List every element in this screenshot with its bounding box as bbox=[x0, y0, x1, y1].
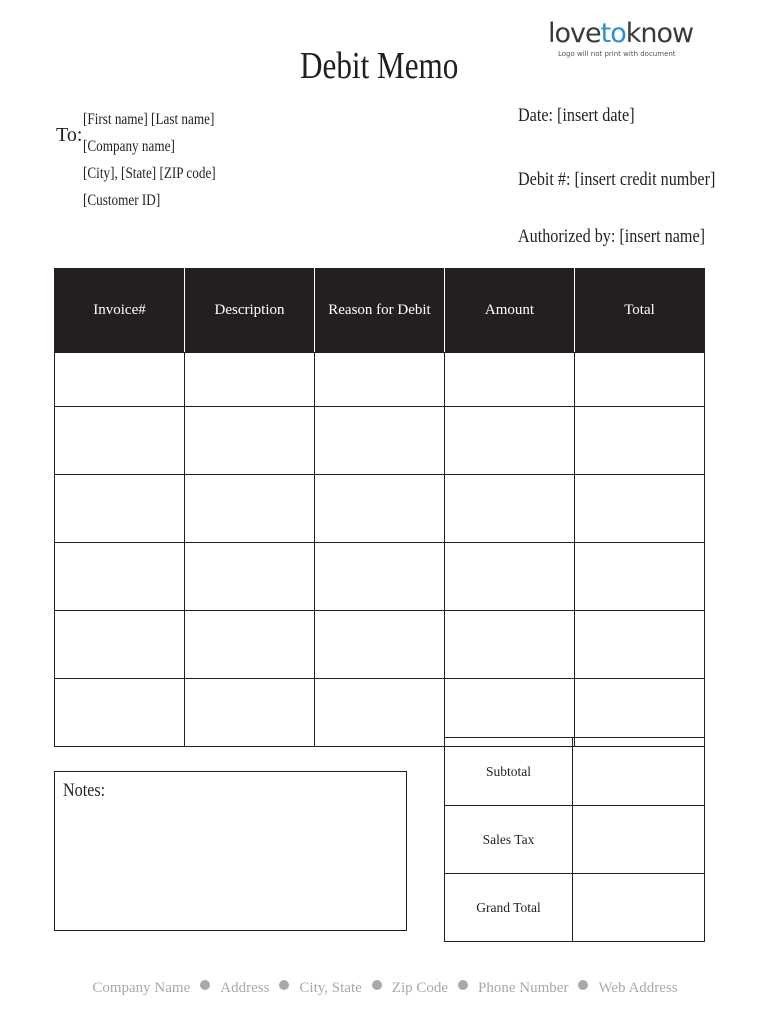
table-cell[interactable] bbox=[185, 407, 315, 475]
table-cell[interactable] bbox=[55, 611, 185, 679]
table-row bbox=[55, 353, 705, 407]
table-cell[interactable] bbox=[185, 353, 315, 407]
bullet-dot-icon bbox=[458, 980, 468, 990]
logo-tagline: Logo will not print with document bbox=[558, 50, 676, 58]
table-cell[interactable] bbox=[575, 475, 705, 543]
footer-city-state: City, State bbox=[299, 980, 362, 996]
bullet-dot-icon bbox=[578, 980, 588, 990]
bullet-dot-icon bbox=[372, 980, 382, 990]
subtotal-row bbox=[445, 738, 705, 806]
table-cell[interactable] bbox=[55, 679, 185, 747]
grand-total-value[interactable] bbox=[573, 874, 705, 942]
header-description: Description bbox=[185, 269, 315, 353]
table-cell[interactable] bbox=[55, 407, 185, 475]
notes-box[interactable] bbox=[54, 771, 407, 931]
sales-tax-label: Sales Tax bbox=[445, 806, 573, 874]
recipient-city-state-zip: [City], [State] [ZIP code] bbox=[83, 165, 216, 182]
footer-address: Address bbox=[220, 980, 270, 996]
to-label: To: bbox=[56, 124, 83, 146]
bullet-dot-icon bbox=[279, 980, 289, 990]
recipient-name: [First name] [Last name] bbox=[83, 111, 215, 128]
footer-contact bbox=[0, 980, 770, 997]
totals-table bbox=[444, 737, 705, 942]
table-cell[interactable] bbox=[55, 475, 185, 543]
authorized-by-field: Authorized by: [insert name] bbox=[518, 226, 706, 247]
table-row bbox=[55, 543, 705, 611]
debit-number-field: Debit #: [insert credit number] bbox=[518, 169, 716, 190]
table-row bbox=[55, 611, 705, 679]
table-cell[interactable] bbox=[575, 543, 705, 611]
header-amount: Amount bbox=[445, 269, 575, 353]
table-cell[interactable] bbox=[185, 543, 315, 611]
table-cell[interactable] bbox=[185, 679, 315, 747]
table-row bbox=[55, 407, 705, 475]
table-cell[interactable] bbox=[445, 475, 575, 543]
grand-total-row bbox=[445, 874, 705, 942]
table-cell[interactable] bbox=[445, 611, 575, 679]
page-title: Debit Memo bbox=[300, 45, 459, 87]
table-cell[interactable] bbox=[445, 353, 575, 407]
bullet-dot-icon bbox=[200, 980, 210, 990]
recipient-address bbox=[83, 106, 216, 214]
table-header-row bbox=[55, 269, 705, 353]
table-cell[interactable] bbox=[55, 353, 185, 407]
header-invoice: Invoice# bbox=[55, 269, 185, 353]
subtotal-value[interactable] bbox=[573, 738, 705, 806]
header-reason: Reason for Debit bbox=[315, 269, 445, 353]
table-cell[interactable] bbox=[315, 611, 445, 679]
table-cell[interactable] bbox=[185, 611, 315, 679]
header-total: Total bbox=[575, 269, 705, 353]
table-cell[interactable] bbox=[445, 543, 575, 611]
table-cell[interactable] bbox=[315, 543, 445, 611]
table-cell[interactable] bbox=[315, 407, 445, 475]
table-cell[interactable] bbox=[185, 475, 315, 543]
logo-wordmark: lovetoknow bbox=[548, 18, 694, 49]
notes-label: Notes: bbox=[63, 780, 106, 801]
recipient-customer-id: [Customer ID] bbox=[83, 192, 161, 209]
table-cell[interactable] bbox=[575, 407, 705, 475]
table-cell[interactable] bbox=[445, 407, 575, 475]
line-items-table bbox=[54, 268, 705, 747]
table-cell[interactable] bbox=[575, 611, 705, 679]
grand-total-label: Grand Total bbox=[445, 874, 573, 942]
table-cell[interactable] bbox=[315, 679, 445, 747]
table-cell[interactable] bbox=[315, 353, 445, 407]
sales-tax-value[interactable] bbox=[573, 806, 705, 874]
footer-web-address: Web Address bbox=[598, 980, 678, 996]
footer-phone-number: Phone Number bbox=[478, 980, 569, 996]
subtotal-label: Subtotal bbox=[445, 738, 573, 806]
footer-zip-code: Zip Code bbox=[391, 980, 449, 996]
recipient-company: [Company name] bbox=[83, 138, 175, 155]
table-cell[interactable] bbox=[575, 353, 705, 407]
sales-tax-row bbox=[445, 806, 705, 874]
table-cell[interactable] bbox=[315, 475, 445, 543]
footer-company-name: Company Name bbox=[92, 980, 191, 996]
lovetoknow-logo bbox=[548, 18, 694, 58]
date-field: Date: [insert date] bbox=[518, 105, 635, 126]
table-cell[interactable] bbox=[55, 543, 185, 611]
table-row bbox=[55, 475, 705, 543]
